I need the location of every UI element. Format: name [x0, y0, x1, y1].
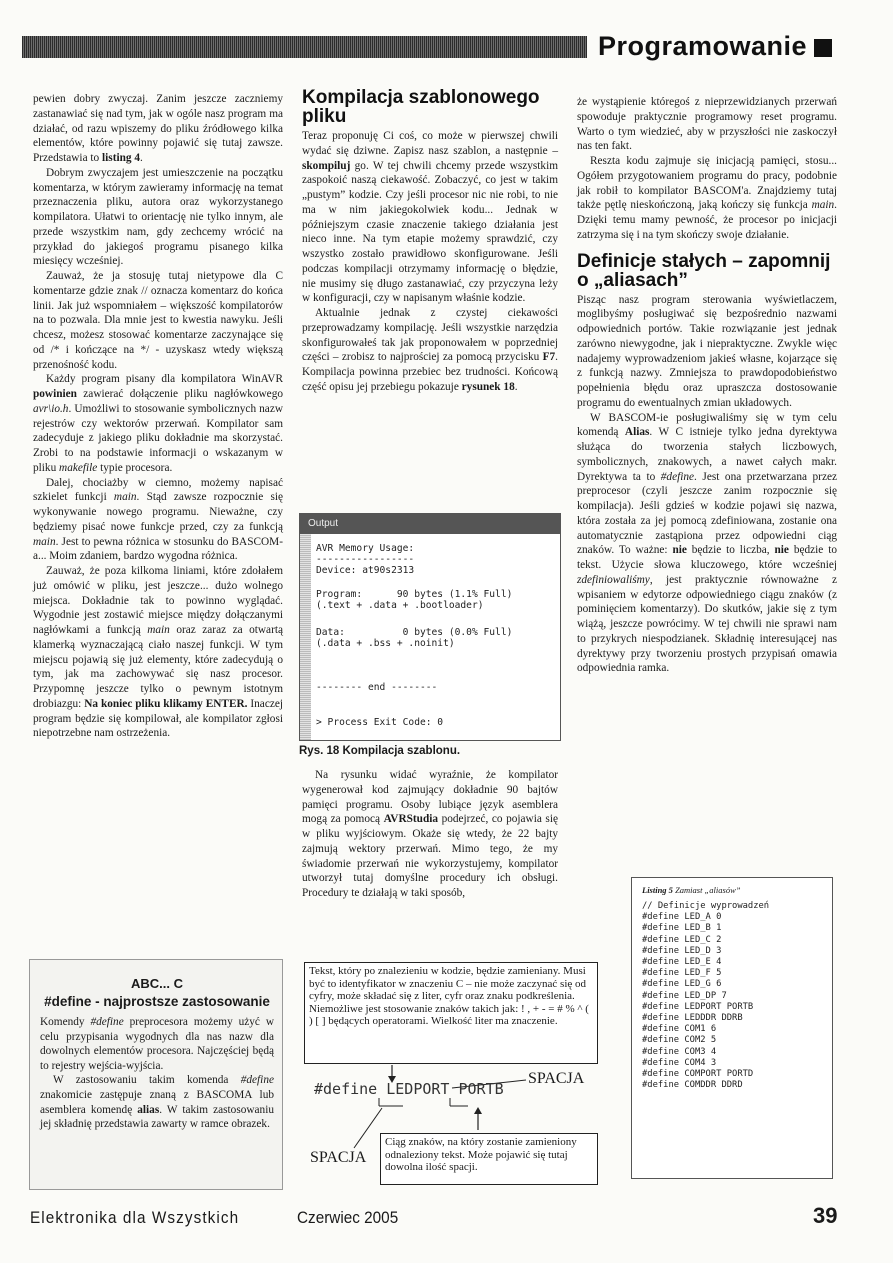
paragraph: Zauważ, że ja stosuję tutaj nietypowe dla C komentarze gdzie znak // oznacza komentarz do końca linii. Jak już wspomniałem – większość kompilatorów na to pozwala. Dla mnie jest to kwestia nawyku. Jeśli chcesz, możesz stosować komentarze zaczynające się od /* i kończące na */ - uzyskasz wtedy większą przenośność kodu.	[33, 270, 283, 371]
column-3	[577, 95, 837, 676]
output-line: (.text + .data + .bootloader)	[316, 600, 484, 611]
output-line: -------- end --------	[316, 682, 438, 693]
listing-line: #define LED_G 6	[642, 979, 722, 990]
output-line: Device: at90s2313	[316, 565, 415, 576]
listing-code	[632, 901, 832, 1091]
column-2-continued	[302, 768, 558, 901]
paragraph: Dalej, chociażby w ciemno, możemy napisać szkielet funkcji main. Stąd zawsze rozpocznie się wykonywanie nowego programu. Nieważne, czy będziemy pisać nowe funkcje przed, czy za funkcją main. Jest to pewna różnica w stosunku do BASCOM-a... Moim zdaniem, bardzo wygodna różnica.	[33, 476, 283, 563]
space-label-right: SPACJA	[528, 1070, 585, 1087]
paragraph: że wystąpienie któregoś z nieprzewidzianych przerwań spowoduje praktycznie programowy reset programu. Warto o tym wiedzieć, aby w przyszłości nie zaskoczył nas ten fakt.	[577, 96, 837, 153]
output-line: Program: 90 bytes (1.1% Full)	[316, 589, 513, 600]
sidebar-box-define	[29, 959, 283, 1190]
listing-line: // Definicje wyprowadzeń	[642, 901, 770, 911]
figure-caption: Rys. 18 Kompilacja szablonu.	[299, 745, 461, 757]
listing-line: #define LED_DP 7	[642, 990, 727, 1001]
listing-line: #define LED_C 2	[642, 934, 722, 945]
listing-line: #define LED_D 3	[642, 945, 722, 956]
issue-date: Czerwiec 2005	[297, 1208, 399, 1227]
paragraph: Aktualnie jednak z czystej ciekawości przeprowadzamy kompilację. Jeśli wszystkie narzędzia skonfigurowałeś tak jak proponowałem w poprzedniej części – zrobisz to najprościej za pomocą przycisku F7. Kompilacja powinna przebiec bez trudności. Końcową część opisu jej przebiegu pokazuje rysunek 18.	[302, 307, 558, 393]
figure-compiler-output	[299, 513, 561, 741]
box-title: #define - najprostsze zastosowanie	[44, 994, 270, 1009]
define-syntax-diagram	[296, 958, 606, 1190]
paragraph: Na rysunku widać wyraźnie, że kompilator wygenerował kod zajmujący dokładnie 90 bajtów pamięci programu. Osoby lubiące język asemblera mogą za pomocą AVRStudia podejrzeć, co pojawia się w pliku wyjściowym. Okaże się wtedy, że 22 bajty zajmują wektory przerwań. Mimo tego, że my świadomie przerwań nie wykorzystujemy, kompilator utworzył tutaj domyślne procedury ich obsługi. Procedury te działają w taki sposób,	[302, 769, 558, 899]
listing-5	[631, 877, 833, 1179]
output-panel-body	[300, 534, 560, 740]
header-decorative-bar	[22, 36, 587, 58]
output-line: > Process Exit Code: 0	[316, 717, 444, 728]
listing-line: #define LED_F 5	[642, 968, 722, 979]
listing-line: #define COM2 5	[642, 1035, 717, 1046]
paragraph: W zastosowaniu takim komenda #define znakomicie zastępuje znaną z BASCOMA lub asemblera komendę alias. W takim zastosowaniu jej składnię przedstawia zawarty w ramce obrazek.	[40, 1074, 274, 1131]
paragraph: Każdy program pisany dla kompilatora WinAVR powinien zawierać dołączenie pliku nagłówkowego avr\io.h. Umożliwi to stosowanie symbolicznych nazw rejestrów czy wektorów przerwań. Kompilator sam zadecyduje z jakiego pliku dokładnie ma skorzystać. Zrobi to na podstawie informacji o wskazanym w pliku makefile typie procesora.	[33, 373, 283, 474]
paragraph: Zauważ, że poza kilkoma liniami, które zdołałem już omówić w pliku, jest jeszcze... dużo wolnego miejsca. Dokładnie tak to powinno wyglądać. Wygodnie jest zostawić miejsce między dołączanymi nagłówkami a funkcją main oraz zaraz za otwartą klamerką wyznaczającą ciało naszej funkcji. W tym miejscu pojawią się już elementy, które zadecydują o tym, jak ma zachowywać się nasz procesor. Przypomnę jeszcze tylko o pewnym istotnym drobiazgu: Na koniec pliku klikamy ENTER. Inaczej program będzie się kompilował, ale kompilator zgłosi niepotrzebne nam ostrzeżenia.	[33, 565, 283, 740]
paragraph: Komendy #define preprocesora możemy użyć w celu przypisania wygodnych dla nas nazw dla dowolnych elementów procesora. Najczęściej będą to rejestry wejścia-wyjścia.	[40, 1016, 274, 1072]
listing-line: #define LED_E 4	[642, 957, 722, 968]
connector-line-space-left	[354, 1108, 382, 1148]
column-1	[33, 92, 283, 741]
identifier-explanation-box: Tekst, który po znalezieniu w kodzie, będzie zamieniany. Musi być to identyfikator w znaczeniu C – nie może zaczynać się od cyfry, może składać się z liter, cyfr oraz znaku podkreślenia. Niemożliwe jest stosowanie znaków takich jak: ! , + - = # % ^ ( ) [ ] będących operatorami. Wielkość liter ma znaczenie.	[304, 962, 598, 1064]
paragraph: W BASCOM-ie posługiwaliśmy się w tym celu komendą Alias. W C istnieje tylko jedna dyrektywa służąca do tworzenia stałych liczbowych, symbolicznych, znakowych, a nawet całych makr. Dyrektywa ta to #define. Jest ona przetwarzana przez preprocesor (czyli jeszcze zanim rozpocznie się kompilacja). Jeśli gdzieś w kodzie pojawi się nazwa, która została za jej pomocą zdefiniowana, zostanie ona automatycznie zastąpiona przez odpowiedni ciąg znaków. To ważne: nie będzie to liczba, nie będzie to tekst. Użycie słowa kluczowego, które wcześniej zdefiniowaliśmy, jest praktycznie równoważne z wpisaniem w edytorze odpowiedniego ciągu znaków (z pominięciem komentarzy). Do skutków, jakie się z tym wiążą, jeszcze powrócimy. W tej chwili nie sprawi nam to przykrych niespodzianek. Składnię interesującej nas dyrektywy przy tworzeniu prostych przypisań omawia odpowiednia ramka.	[577, 411, 838, 675]
output-line: Data: 0 bytes (0.0% Full)	[316, 627, 513, 638]
paragraph: Reszta kodu zajmuje się inicjacją pamięci, stosu... Ogółem przygotowaniem programu do pracy, podobnie jak robił to kompilator BASCOM'a. Znajdziemy tutaj także pętlę nieskończoną, jaką kończy się funkcja main. Dzięki temu mamy pewność, że procesor po inicjacji zatrzyma się i na tym skończy swoje działanie.	[577, 155, 837, 241]
magazine-name: Elektronika dla Wszystkich	[30, 1208, 240, 1227]
listing-line: #define COMPORT PORTD	[642, 1069, 754, 1080]
paragraph: Dobrym zwyczajem jest umieszczenie na początku komentarza, w którym zawieramy informację na temat przeznaczenia pliku, autora oraz wykorzystanego kompilatora. Ułatwi to orientację nie tylko innym, ale przede wszystkim nam, gdy zechcemy wrócić na przykład do jakiegoś programu pisanego kilka miesięcy wcześniej.	[33, 166, 283, 268]
paragraph: Pisząc nasz program sterowania wyświetlaczem, moglibyśmy posługiwać się bezpośrednio nazwami odpowiednich portów. Takie rozwiązanie jest jednak zarówno niewygodne, jak i niepraktyczne. Zwykle więc nadajemy wyprowadzeniom jakieś własne, kojarzące się z funkcją nazwy. Zmniejsza to prawdopodobieństwo popełnienia błędu oraz upraszcza dostosowanie programu do ewentualnych zmian układowych.	[577, 293, 837, 409]
listing-line: #define LED_A 0	[642, 912, 722, 923]
listing-line: #define LED_B 1	[642, 923, 722, 934]
listing-line: #define COM3 4	[642, 1046, 717, 1057]
listing-line: #define COM4 3	[642, 1057, 717, 1068]
define-example-code: #define LEDPORT PORTB	[314, 1080, 504, 1098]
replacement-explanation-box: Ciąg znaków, na który zostanie zamieniony odnaleziony tekst. Może pojawić się tutaj dowolna ilość spacji.	[380, 1133, 598, 1185]
output-line: AVR Memory Usage:	[316, 543, 415, 554]
listing-line: #define COMDDR DDRD	[642, 1080, 743, 1091]
listing-line: #define LEDDDR DDRB	[642, 1013, 743, 1024]
output-line: (.data + .bss + .noinit)	[316, 638, 455, 649]
box-kicker: ABC... C	[131, 976, 183, 991]
listing-title: Listing 5 Zamiast „aliasów”	[642, 885, 741, 895]
output-panel-header: Output	[300, 514, 560, 534]
listing-line: #define LEDPORT PORTB	[642, 1001, 754, 1012]
arrow-head-value	[474, 1107, 482, 1114]
article-heading: Kompilacja szablonowego pliku	[302, 87, 540, 127]
output-panel-gutter	[300, 534, 311, 740]
listing-line: #define COM1 6	[642, 1024, 717, 1035]
title-square-mark	[814, 39, 832, 57]
column-2	[302, 88, 558, 395]
paragraph: Teraz proponuję Ci coś, co może w pierwszej chwili wydać się dziwne. Zapisz nasz szablon, a następnie – skompiluj go. W tej chwili chcemy przede wszystkim zaspokoić naszą ciekawość. Zobaczyć, co jest w takim „pustym” kodzie. Czy jeśli procesor nic nie robi, to nie ma w nim jakiegokolwiek kodu... Jednak w późniejszym czasie znaczenie takiego działania jest nieco inne. Na tym etapie możemy sprawdzić, czy wszystko zostało prawidłowo skonfigurowane. Jeśli podczas kompilacji otrzymamy informację o błędzie, nie musimy się długo zastanawiać, czy przyczyna leży w konfiguracji, czy w napisanym właśnie kodzie.	[302, 130, 558, 305]
section-title: Programowanie	[598, 31, 808, 61]
article-heading: Definicje stałych – zapomnij o „aliasach”	[577, 250, 831, 291]
output-line: -----------------	[316, 554, 415, 565]
space-label-left: SPACJA	[310, 1149, 367, 1166]
paragraph: pewien dobry zwyczaj. Zanim jeszcze zaczniemy zastanawiać się nad tym, jak w ogóle nasz program ma działać, od razu wpiszemy do pliku źródłowego kilka elementów, które powinny pojawić się tutaj zawsze. Przedstawia to listing 4.	[33, 93, 283, 164]
page-number: 39	[813, 1203, 838, 1228]
